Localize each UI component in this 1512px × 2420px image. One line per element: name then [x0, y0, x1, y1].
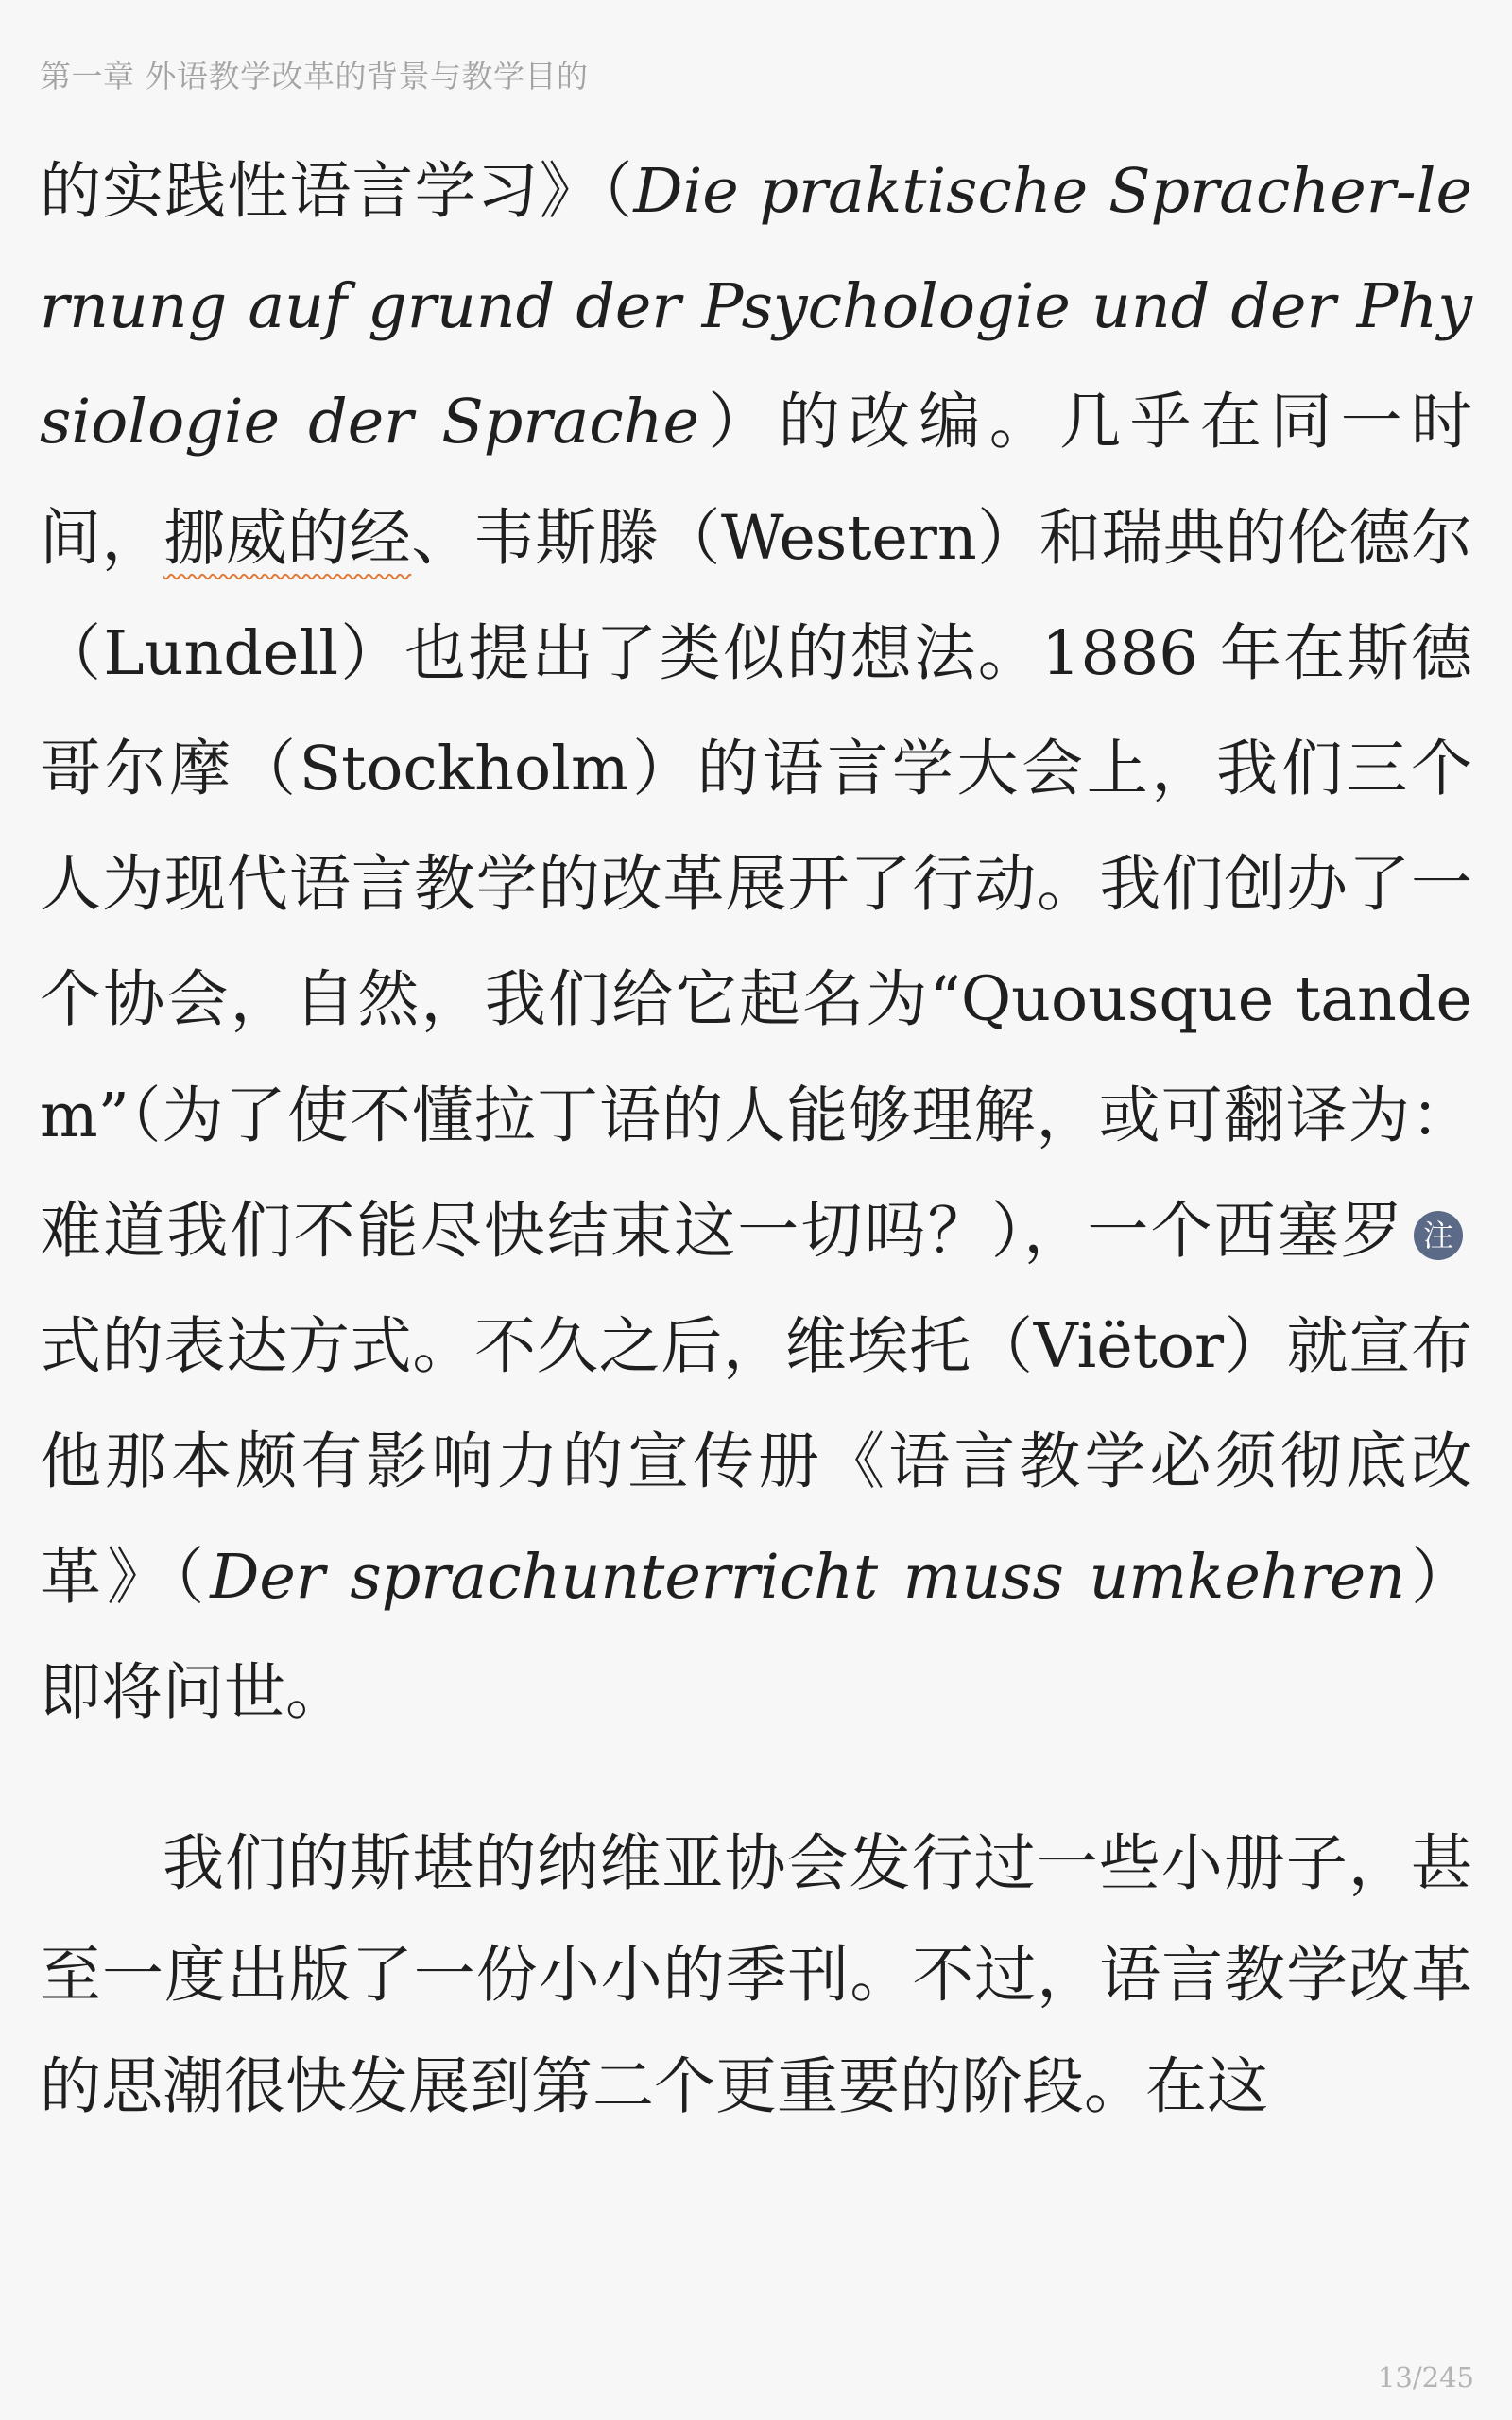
spellcheck-underlined-text[interactable]: 挪威的经	[163, 502, 412, 574]
paragraph-text: 的实践性语言学习》（	[40, 156, 634, 227]
page-number-indicator: 13/245	[1377, 2361, 1474, 2394]
german-book-title: Der sprachunterricht muss umkehren	[210, 1542, 1406, 1614]
paragraph-text: 式的表达方式。不久之后，维埃托（Viëtor）就宣布他那本颇有影响力的宣传册《语言教学必须彻底改革》（	[40, 1310, 1472, 1614]
footnote-badge-icon[interactable]: 注	[1414, 1211, 1463, 1260]
body-paragraph	[40, 134, 1472, 1752]
chapter-header: 第一章 外语教学改革的背景与教学目的	[40, 58, 589, 95]
paragraph-text: ）即将问世。	[40, 1542, 1472, 1729]
paragraph-text: ）的改编。几乎在同一时间，	[40, 387, 1472, 574]
paragraph-text: 、韦斯滕（Western）和瑞典的伦德尔（Lundell）也提出了类似的想法。1886 年在斯德哥尔摩（Stockholm）的语言学大会上，我们三个人为现代语言教学的改革展开了行动。我们创办了一个协会，自然，我们给它起名为“Quousque tandem”（为了使不懂拉丁语的人能够理解，或可翻译为：难道我们不能尽快结束这一切吗？），一个西塞罗	[40, 502, 1472, 1267]
body-paragraph: 我们的斯堪的纳维亚协会发行过一些小册子，甚至一度出版了一份小小的季刊。不过，语言教学改革的思潮很快发展到第二个更重要的阶段。在这	[40, 1827, 1472, 2123]
page-body	[40, 134, 1472, 2144]
german-book-title: Die praktische Spracher-lernung auf grund der Psychologie und der Physiologie der Sprache	[40, 156, 1472, 458]
